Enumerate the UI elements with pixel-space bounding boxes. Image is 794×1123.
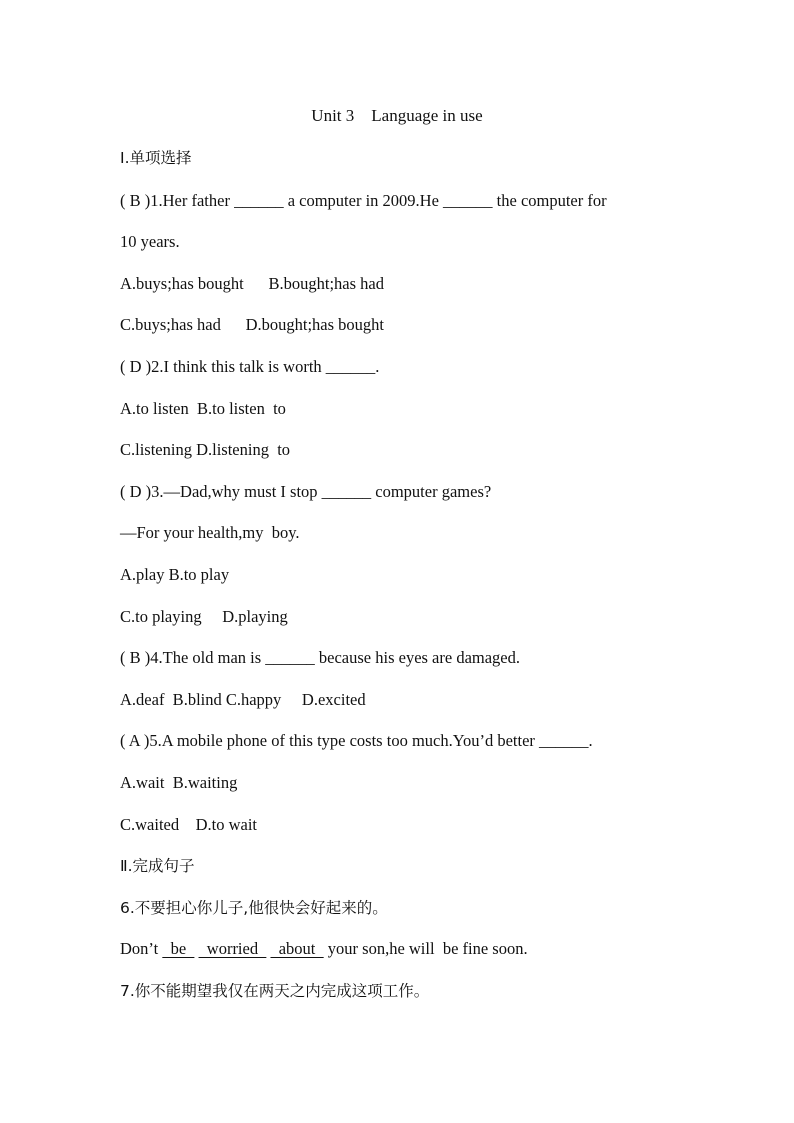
question-2-stem: ( D )2.I think this talk is worth ______. xyxy=(120,357,380,376)
question-3-stem: ( D )3.—Dad,why must I stop ______ computer games? xyxy=(120,482,492,501)
question-1-options-cd: C.buys;has had D.bought;has bought xyxy=(120,315,384,334)
question-3-options-ab: A.play B.to play xyxy=(120,565,230,584)
question-2-options-ab: A.to listen B.to listen to xyxy=(120,399,286,418)
question-3-reply: —For your health,my boy. xyxy=(120,523,300,542)
question-2-options-cd: C.listening D.listening to xyxy=(120,440,291,459)
section-heading-complete-sentences: Ⅱ.完成句子 xyxy=(120,857,195,875)
question-5-options-cd: C.waited D.to wait xyxy=(120,815,258,834)
question-1-stem: ( B )1.Her father ______ a computer in 2009.He ______ the computer for xyxy=(120,191,607,210)
question-4-options: A.deaf B.blind C.happy D.excited xyxy=(120,690,366,709)
question-1-options-ab: A.buys;has bought B.bought;has had xyxy=(120,274,384,293)
question-3-options-cd: C.to playing D.playing xyxy=(120,607,288,626)
question-6-prompt: 6.不要担心你儿子,他很快会好起来的。 xyxy=(120,899,388,917)
question-5-stem: ( A )5.A mobile phone of this type costs too much.You’d better ______. xyxy=(120,731,593,750)
answer-blank-3: about xyxy=(270,939,324,958)
answer-blank-2: worried xyxy=(198,939,267,958)
question-1-stem-continued: 10 years. xyxy=(120,232,180,251)
section-heading-multiple-choice: Ⅰ.单项选择 xyxy=(120,149,192,167)
question-6-sentence xyxy=(120,938,528,960)
question-5-options-ab: A.wait B.waiting xyxy=(120,773,238,792)
question-4-stem: ( B )4.The old man is ______ because his eyes are damaged. xyxy=(120,648,521,667)
answer-blank-1: be xyxy=(162,939,195,958)
question-6-prefix: Don’t xyxy=(120,939,163,958)
question-7-prompt: 7.你不能期望我仅在两天之内完成这项工作。 xyxy=(120,982,430,1000)
page-title: Unit 3 Language in use xyxy=(311,106,483,125)
question-6-suffix: your son,he will be fine soon. xyxy=(323,939,528,958)
